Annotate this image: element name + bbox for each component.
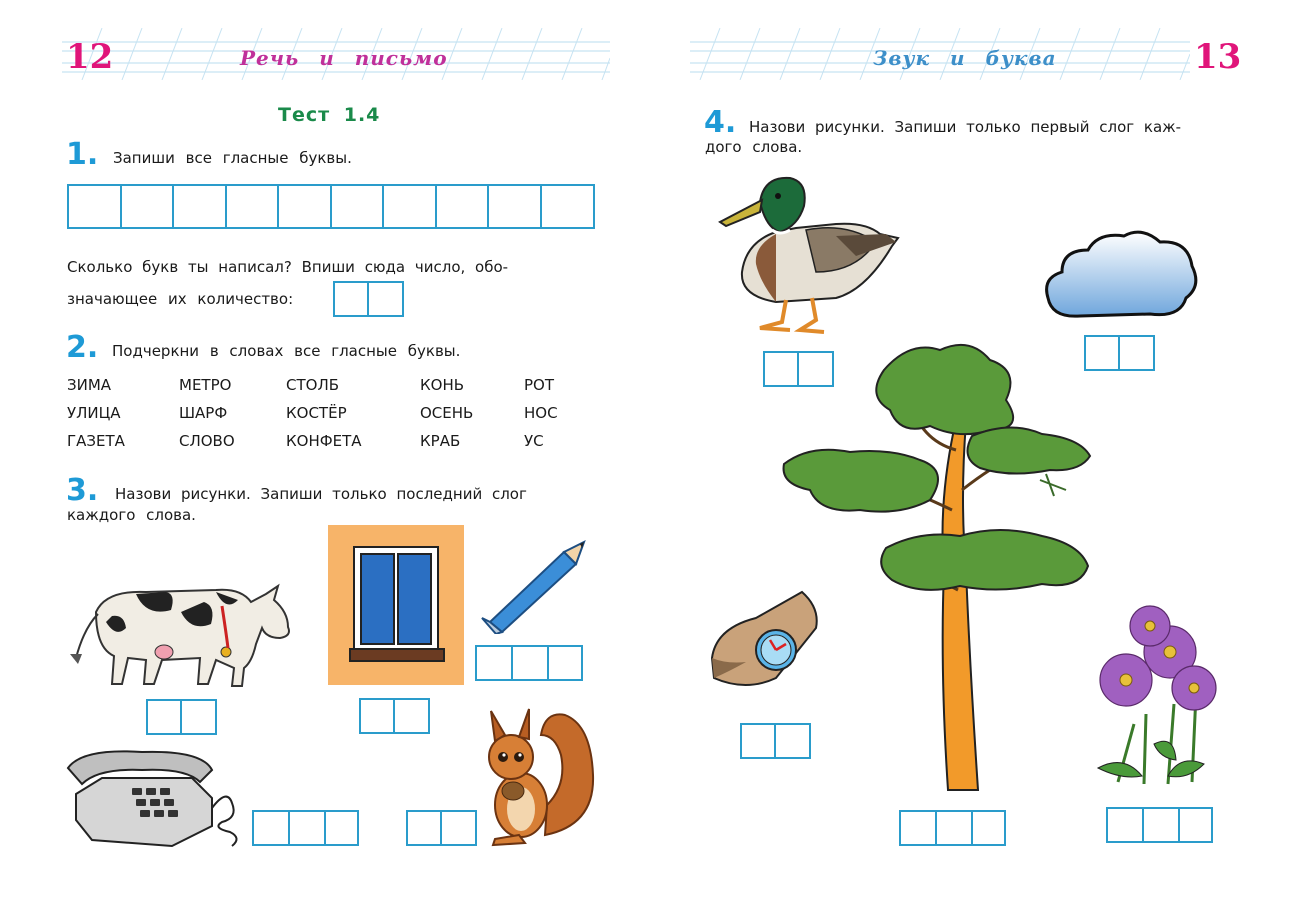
wristwatch-answer-cells[interactable]	[740, 723, 811, 759]
tree-answer-cells[interactable]	[899, 810, 1006, 846]
squirrel-answer-cells[interactable]	[406, 810, 477, 846]
answer-cell[interactable]	[1120, 337, 1153, 369]
word[interactable]: КОНЬ	[420, 376, 465, 394]
answer-cell[interactable]	[1144, 809, 1180, 841]
answer-cell[interactable]	[513, 647, 549, 679]
answer-cell[interactable]	[69, 186, 122, 227]
cow-picture	[66, 572, 294, 692]
word[interactable]: МЕТРО	[179, 376, 232, 394]
answer-cell[interactable]	[122, 186, 175, 227]
answer-cell[interactable]	[549, 647, 581, 679]
answer-cell[interactable]	[227, 186, 280, 227]
telephone-picture	[62, 748, 242, 852]
task3-number: 3.	[66, 473, 99, 508]
page-number-right: 13	[1194, 37, 1242, 77]
answer-cell[interactable]	[1108, 809, 1144, 841]
cow-answer-cells[interactable]	[146, 699, 217, 735]
answer-cell[interactable]	[279, 186, 332, 227]
answer-cell[interactable]	[361, 700, 395, 732]
answer-cell[interactable]	[901, 812, 937, 844]
answer-cell[interactable]	[937, 812, 973, 844]
answer-cell[interactable]	[290, 812, 326, 844]
word[interactable]: СТОЛБ	[286, 376, 340, 394]
answer-cell[interactable]	[174, 186, 227, 227]
wristwatch-picture	[706, 588, 822, 696]
answer-cell[interactable]	[442, 812, 475, 844]
duck-picture	[716, 172, 902, 338]
word[interactable]: ЗИМА	[67, 376, 112, 394]
word[interactable]: УС	[524, 432, 544, 450]
squirrel-picture	[475, 705, 601, 847]
task2-text: Подчеркни в словах все гласные буквы.	[112, 342, 461, 360]
cloud-picture	[1040, 228, 1202, 324]
window-answer-cells[interactable]	[359, 698, 430, 734]
test-title: Тест 1.4	[278, 104, 381, 126]
word[interactable]: ШАРФ	[179, 404, 228, 422]
task4-text-line1: Назови рисунки. Запиши только первый слог каж-	[749, 118, 1182, 136]
answer-cell[interactable]	[973, 812, 1004, 844]
task1-number: 1.	[66, 137, 99, 172]
task4-text-line2: дого слова.	[705, 138, 803, 156]
answer-cell[interactable]	[148, 701, 182, 733]
answer-cell[interactable]	[489, 186, 542, 227]
answer-cell[interactable]	[437, 186, 490, 227]
tree-picture	[780, 340, 1096, 794]
answer-cell[interactable]	[254, 812, 290, 844]
word[interactable]: КРАБ	[420, 432, 461, 450]
count-question-line1: Сколько букв ты написал? Впиши сюда число, обо-	[67, 258, 509, 276]
answer-cell[interactable]	[1180, 809, 1211, 841]
word[interactable]: ГАЗЕТА	[67, 432, 125, 450]
word[interactable]: КОНФЕТА	[286, 432, 362, 450]
word[interactable]: КОСТЁР	[286, 404, 347, 422]
word[interactable]: УЛИЦА	[67, 404, 121, 422]
task1-answer-cells[interactable]	[67, 184, 595, 229]
answer-cell[interactable]	[326, 812, 357, 844]
asters-picture	[1084, 604, 1224, 786]
task4-number: 4.	[704, 105, 737, 140]
answer-cell[interactable]	[776, 725, 809, 757]
word[interactable]: ОСЕНЬ	[420, 404, 474, 422]
task2-number: 2.	[66, 330, 99, 365]
answer-cell[interactable]	[332, 186, 385, 227]
count-question-line2: значающее их количество:	[67, 290, 294, 308]
page-number-left: 12	[66, 37, 114, 77]
task1-text: Запиши все гласные буквы.	[113, 149, 352, 167]
running-title-left: Речь и письмо	[240, 46, 448, 70]
answer-cell[interactable]	[408, 812, 442, 844]
telephone-answer-cells[interactable]	[252, 810, 359, 846]
word[interactable]: СЛОВО	[179, 432, 235, 450]
window-picture	[328, 525, 464, 685]
word[interactable]: РОТ	[524, 376, 555, 394]
pencil-answer-cells[interactable]	[475, 645, 583, 681]
task3-text-line2: каждого слова.	[67, 506, 196, 524]
answer-cell[interactable]	[477, 647, 513, 679]
answer-cell[interactable]	[742, 725, 776, 757]
answer-cell[interactable]	[542, 186, 593, 227]
answer-cell[interactable]	[384, 186, 437, 227]
answer-cell[interactable]	[369, 283, 402, 315]
count-answer-cells[interactable]	[333, 281, 404, 317]
word[interactable]: НОС	[524, 404, 558, 422]
answer-cell[interactable]	[395, 700, 428, 732]
task3-text-line1: Назови рисунки. Запиши только последний слог	[115, 485, 527, 503]
pencil-picture	[476, 538, 588, 634]
answer-cell[interactable]	[335, 283, 369, 315]
asters-answer-cells[interactable]	[1106, 807, 1213, 843]
running-title-right: Звук и буква	[873, 46, 1057, 70]
answer-cell[interactable]	[182, 701, 215, 733]
